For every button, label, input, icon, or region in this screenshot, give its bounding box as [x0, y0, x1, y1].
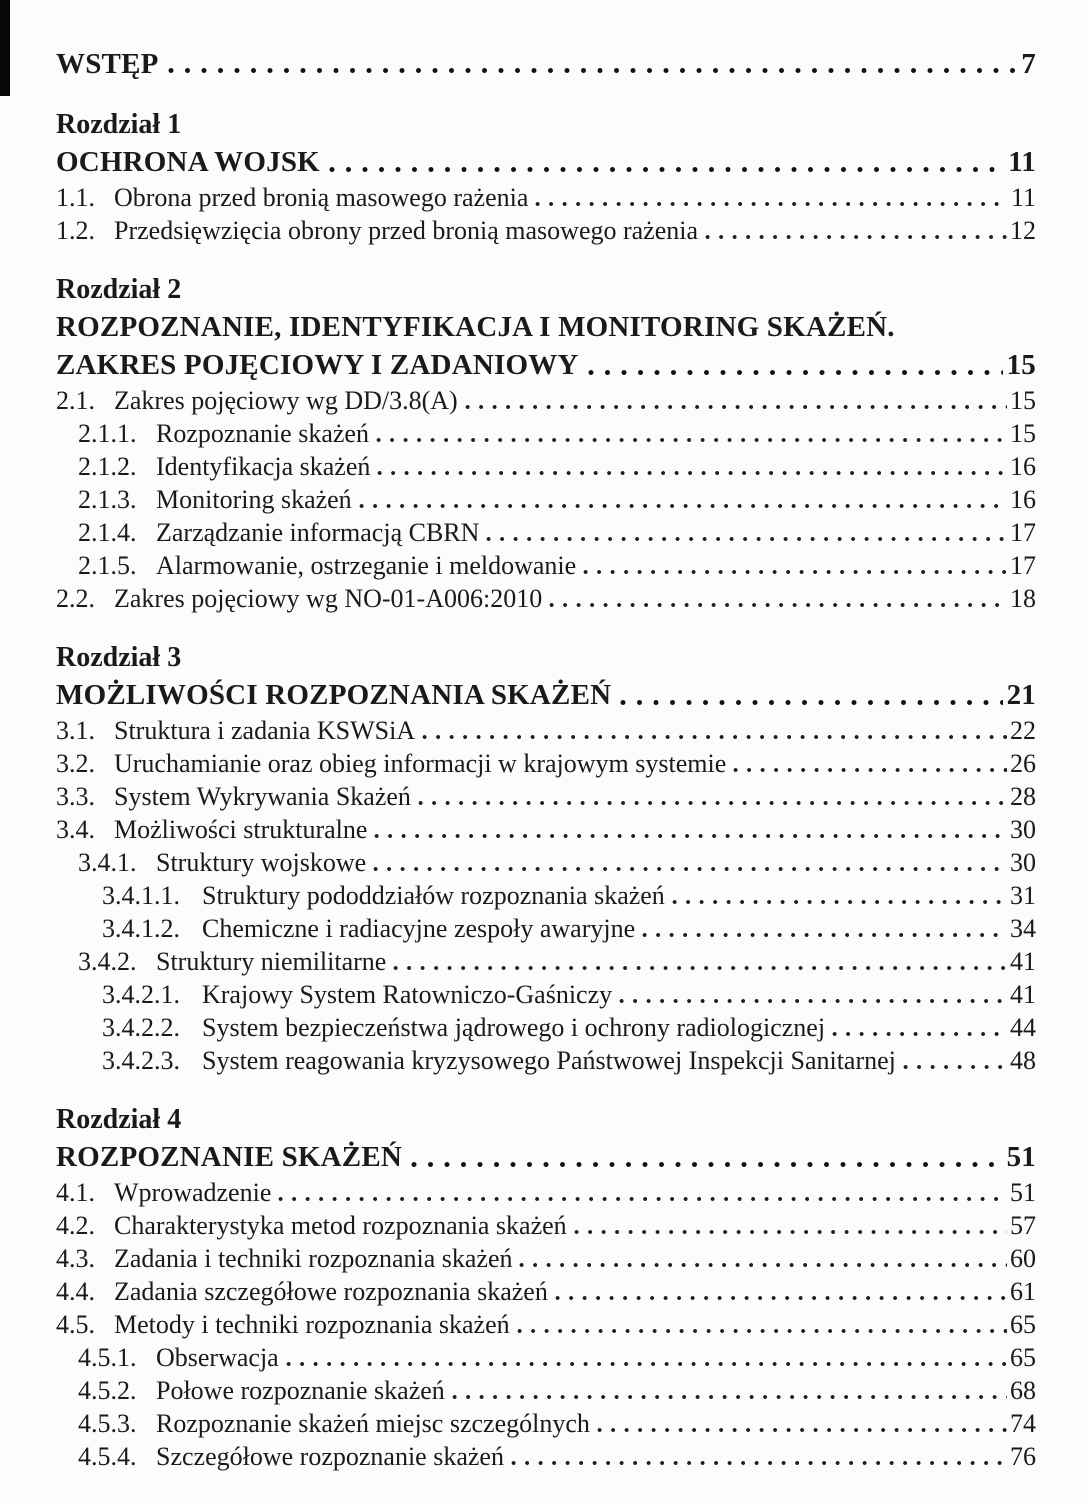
entry-page: 26 [1010, 749, 1036, 778]
entry-text: Obrona przed bronią masowego rażenia [114, 183, 529, 212]
entry-text: Chemiczne i radiacyjne zespoły awaryjne [202, 914, 636, 943]
toc-entry [78, 516, 1036, 549]
entry-number: 3.4. [56, 815, 95, 844]
dot-leader [465, 404, 1007, 410]
entry-number: 2.1.3. [78, 485, 137, 514]
dot-leader [517, 1328, 1007, 1334]
toc-entry [102, 978, 1036, 1011]
entry-text: Alarmowanie, ostrzeganie i meldowanie [156, 551, 577, 580]
entry-page: 12 [1010, 216, 1036, 245]
entry-page: 65 [1010, 1343, 1036, 1372]
entry-page: 76 [1010, 1442, 1036, 1471]
toc-entry [78, 846, 1036, 879]
entry-number: 4.4. [56, 1277, 95, 1306]
entry-number: 3.4.2.1. [102, 980, 180, 1009]
entry-text: Struktury pododdziałów rozpoznania skażeń [202, 881, 665, 910]
entry-number: 3.3. [56, 782, 95, 811]
toc-chapter-2 [56, 271, 1036, 615]
dot-leader [642, 932, 1007, 938]
dot-leader [519, 1262, 1007, 1268]
dot-leader [733, 767, 1007, 773]
entry-number: 3.4.1.2. [102, 914, 180, 943]
dot-leader [374, 833, 1007, 839]
entry-text: Uruchamianie oraz obieg informacji w krajowym systemie [114, 749, 727, 778]
dot-leader [588, 369, 1003, 376]
entry-page: 60 [1010, 1244, 1036, 1273]
entry-text: Zadania i techniki rozpoznania skażeń [114, 1244, 513, 1273]
entry-text: System bezpieczeństwa jądrowego i ochrony radiologicznej [202, 1013, 826, 1042]
title-text: ROZPOZNANIE SKAŻEŃ [56, 1141, 403, 1173]
chapter-title [56, 676, 1036, 714]
toc-intro-entry [56, 46, 1036, 82]
dot-leader [535, 201, 1008, 207]
dot-leader [903, 1064, 1007, 1070]
dot-leader [705, 234, 1007, 240]
chapter-title [56, 308, 1036, 346]
toc-chapter-1 [56, 106, 1036, 247]
toc-entry [102, 1011, 1036, 1044]
entry-page: 44 [1010, 1013, 1036, 1042]
toc-entry [56, 780, 1036, 813]
entry-number: 3.2. [56, 749, 95, 778]
entry-text: Obserwacja [156, 1343, 279, 1372]
chapter-kicker [56, 271, 1036, 308]
dot-leader [620, 699, 1002, 706]
entry-text: Monitoring skażeń [156, 485, 352, 514]
dot-leader [376, 437, 1007, 443]
kicker-text: Rozdział 2 [56, 274, 182, 305]
entry-number: 3.1. [56, 716, 95, 745]
toc-entry [56, 384, 1036, 417]
entry-page: 15 [1006, 349, 1036, 381]
dot-leader [452, 1394, 1007, 1400]
entry-text: Metody i techniki rozpoznania skażeń [114, 1310, 510, 1339]
entry-page: 11 [1010, 183, 1036, 212]
entry-text: System reagowania kryzysowego Państwowej Inspekcji Sanitarnej [202, 1046, 896, 1075]
dot-leader [511, 1460, 1007, 1466]
chapter-kicker [56, 639, 1036, 676]
toc-entry [78, 1440, 1036, 1473]
entry-text: Rozpoznanie skażeń miejsc szczególnych [156, 1409, 590, 1438]
entry-number: 1.1. [56, 183, 95, 212]
toc-entry [78, 417, 1036, 450]
entry-page: 16 [1010, 485, 1036, 514]
toc-chapter-3 [56, 639, 1036, 1077]
entry-page: 51 [1006, 1141, 1036, 1173]
toc-entry [78, 549, 1036, 582]
entry-text: WSTĘP [56, 48, 159, 80]
chapter-title [56, 1138, 1036, 1176]
entry-page: 34 [1010, 914, 1036, 943]
toc-entry [56, 1308, 1036, 1341]
entry-text: Przedsięwzięcia obrony przed bronią masowego rażenia [114, 216, 699, 245]
entry-page: 48 [1010, 1046, 1036, 1075]
entry-number: 4.2. [56, 1211, 95, 1240]
toc-entry [56, 714, 1036, 747]
entry-text: Struktury niemilitarne [156, 947, 387, 976]
entry-page: 41 [1010, 980, 1036, 1009]
title-text: OCHRONA WOJSK [56, 146, 320, 178]
entry-page: 57 [1010, 1211, 1036, 1240]
toc-entry [78, 945, 1036, 978]
entry-number: 1.2. [56, 216, 95, 245]
entry-number: 4.5.4. [78, 1442, 137, 1471]
dot-leader [486, 536, 1007, 542]
chapter-title [56, 346, 1036, 384]
entry-number: 4.5.3. [78, 1409, 137, 1438]
title-text: ZAKRES POJĘCIOWY I ZADANIOWY [56, 349, 579, 381]
kicker-text: Rozdział 3 [56, 642, 182, 673]
entry-page: 11 [1008, 146, 1036, 178]
entry-page: 17 [1010, 551, 1036, 580]
toc-chapter-4 [56, 1101, 1036, 1473]
entry-number: 3.4.1. [78, 848, 137, 877]
entry-number: 4.3. [56, 1244, 95, 1273]
toc-entry [56, 747, 1036, 780]
dot-leader [832, 1031, 1007, 1037]
dot-leader [549, 602, 1007, 608]
entry-number: 4.5.1. [78, 1343, 137, 1372]
entry-page: 15 [1010, 386, 1036, 415]
entry-page: 65 [1010, 1310, 1036, 1339]
entry-number: 4.1. [56, 1178, 95, 1207]
toc-entry [78, 483, 1036, 516]
dot-leader [672, 899, 1007, 905]
dot-leader [286, 1361, 1007, 1367]
entry-page: 17 [1010, 518, 1036, 547]
entry-text: Zarządzanie informacją CBRN [156, 518, 480, 547]
dot-leader [411, 1161, 1003, 1168]
dot-leader [373, 866, 1007, 872]
entry-page: 30 [1010, 848, 1036, 877]
toc-entry [78, 1341, 1036, 1374]
dot-leader [418, 800, 1007, 806]
entry-number: 2.1.5. [78, 551, 137, 580]
toc-entry [56, 1242, 1036, 1275]
entry-page: 15 [1010, 419, 1036, 448]
dot-leader [597, 1427, 1007, 1433]
entry-number: 4.5. [56, 1310, 95, 1339]
dot-leader [377, 470, 1007, 476]
entry-page: 68 [1010, 1376, 1036, 1405]
entry-page: 28 [1010, 782, 1036, 811]
entry-text: Struktura i zadania KSWSiA [114, 716, 416, 745]
entry-text: Krajowy System Ratowniczo-Gaśniczy [202, 980, 613, 1009]
toc-entry [56, 1176, 1036, 1209]
dot-leader [359, 503, 1007, 509]
toc-entry [56, 1275, 1036, 1308]
chapter-kicker [56, 106, 1036, 143]
dot-leader [278, 1196, 1007, 1202]
entry-page: 16 [1010, 452, 1036, 481]
kicker-text: Rozdział 1 [56, 109, 182, 140]
entry-number: 2.1.4. [78, 518, 137, 547]
toc-entry [102, 1044, 1036, 1077]
entry-text: Identyfikacja skażeń [156, 452, 371, 481]
dot-leader [329, 166, 1004, 173]
toc-entry [78, 1407, 1036, 1440]
dot-leader [619, 998, 1007, 1004]
chapter-kicker [56, 1101, 1036, 1138]
entry-number: 2.1.2. [78, 452, 137, 481]
entry-page: 22 [1010, 716, 1036, 745]
entry-text: Połowe rozpoznanie skażeń [156, 1376, 445, 1405]
kicker-text: Rozdział 4 [56, 1104, 182, 1135]
chapter-title [56, 143, 1036, 181]
toc-entry [102, 879, 1036, 912]
entry-text: Zakres pojęciowy wg NO-01-A006:2010 [114, 584, 543, 613]
entry-number: 4.5.2. [78, 1376, 137, 1405]
entry-number: 3.4.1.1. [102, 881, 180, 910]
toc-entry [78, 1374, 1036, 1407]
entry-page: 31 [1010, 881, 1036, 910]
dot-leader [168, 67, 1018, 74]
scan-artifact-bar [0, 0, 10, 96]
title-text: ROZPOZNANIE, IDENTYFIKACJA I MONITORING SKAŻEŃ. [56, 311, 895, 343]
entry-text: System Wykrywania Skażeń [114, 782, 411, 811]
entry-text: Rozpoznanie skażeń [156, 419, 369, 448]
toc-entry [56, 1209, 1036, 1242]
entry-number: 2.1.1. [78, 419, 137, 448]
dot-leader [555, 1295, 1007, 1301]
entry-text: Wprowadzenie [114, 1178, 272, 1207]
entry-page: 51 [1010, 1178, 1036, 1207]
entry-text: Możliwości strukturalne [114, 815, 368, 844]
entry-number: 3.4.2. [78, 947, 137, 976]
entry-number: 3.4.2.3. [102, 1046, 180, 1075]
entry-text: Struktury wojskowe [156, 848, 367, 877]
entry-number: 2.1. [56, 386, 95, 415]
entry-page: 21 [1006, 679, 1036, 711]
toc-entry [78, 450, 1036, 483]
dot-leader [574, 1229, 1007, 1235]
title-text: MOŻLIWOŚCI ROZPOZNANIA SKAŻEŃ [56, 679, 612, 711]
toc-entry [102, 912, 1036, 945]
toc-entry [56, 181, 1036, 214]
toc-entry [56, 582, 1036, 615]
toc-content [56, 46, 1036, 1473]
entry-number: 2.2. [56, 584, 95, 613]
entry-page: 7 [1021, 48, 1036, 80]
toc-entry [56, 813, 1036, 846]
entry-page: 41 [1010, 947, 1036, 976]
entry-page: 30 [1010, 815, 1036, 844]
entry-text: Zakres pojęciowy wg DD/3.8(A) [114, 386, 458, 415]
entry-page: 61 [1010, 1277, 1036, 1306]
entry-text: Charakterystyka metod rozpoznania skażeń [114, 1211, 567, 1240]
dot-leader [583, 569, 1007, 575]
dot-leader [422, 734, 1007, 740]
entry-text: Zadania szczegółowe rozpoznania skażeń [114, 1277, 548, 1306]
entry-text: Szczegółowe rozpoznanie skażeń [156, 1442, 504, 1471]
entry-number: 3.4.2.2. [102, 1013, 180, 1042]
entry-page: 74 [1010, 1409, 1036, 1438]
toc-entry [56, 214, 1036, 247]
entry-page: 18 [1010, 584, 1036, 613]
dot-leader [393, 965, 1007, 971]
